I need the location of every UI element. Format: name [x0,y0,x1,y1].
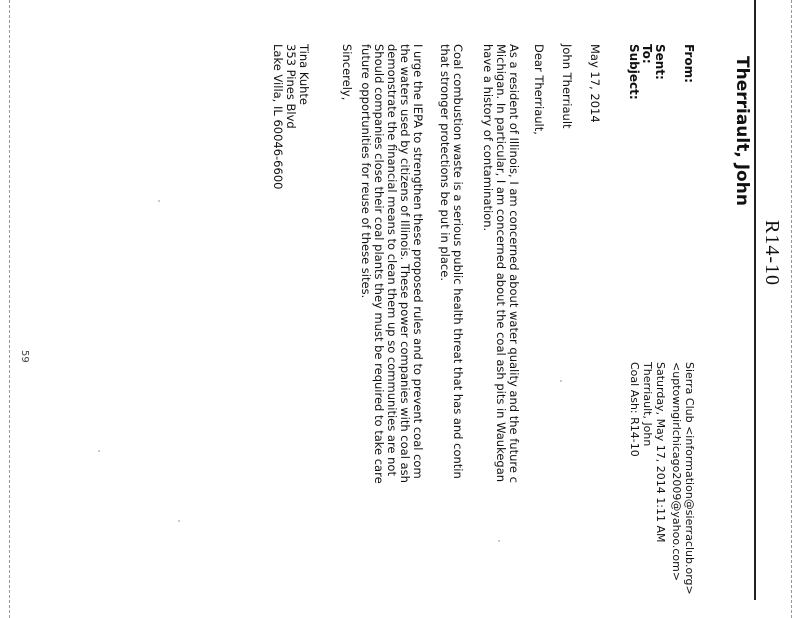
paragraph-line: future opportunities for reuse of these sites. [359,44,373,299]
scan-speck [560,380,562,382]
scan-edge-right [9,0,10,618]
letter-salutation: Dear Therriault, [532,44,546,135]
paragraph-2 [438,44,464,479]
paragraph-line: Michigan. In particular, I am concerned about the coal ash pits in Waukegan [494,44,508,483]
to-label: To: [640,44,654,64]
signature-name: Tina Kuhte [297,44,311,105]
paragraph-line: Coal combustion waste is a serious public health threat that has and contin [451,44,465,479]
paragraph-1 [481,44,520,483]
sent-label: Sent: [653,44,667,80]
paragraph-line: the waters used by citizens of Illinois. These power companies with coal ash [398,44,412,483]
sender-name-heading: Therriault, John [732,56,752,206]
signature-block [271,44,310,189]
paragraph-line: that stronger protections be put in place. [438,44,452,281]
paragraph-line: I urge the IEPA to strengthen these proposed rules and to prevent coal com [411,44,425,479]
document-id: R14-10 [761,220,783,286]
paragraph-line: demonstrate the financial means to clean them up so communities are not [385,44,399,476]
paragraph-line: As a resident of Illinois, I am concerned about water quality and the future c [507,44,521,483]
to-value: Therriault, John [641,362,654,447]
scan-speck [158,200,160,202]
from-label: From: [682,44,696,83]
signature-city: Lake Villa, IL 60046-6600 [271,44,285,190]
subject-value: Coal Ash: R14-10 [628,362,641,457]
scan-speck [178,520,180,522]
paragraph-3 [359,44,424,484]
scan-speck [98,450,100,452]
paragraph-line: have a history of contamination. [481,44,495,232]
letter-date: May 17, 2014 [588,44,602,123]
from-value: Sierra Club <information@sierraclub.org> [683,362,696,595]
signature-street: 353 Pines Blvd [284,44,298,129]
header-rule [754,0,756,600]
paragraph-line: Should companies close their coal plants they must be required to take care [372,44,386,484]
scan-edge-left [791,0,792,618]
scan-speck [498,540,500,542]
sent-value: Saturday, May 17, 2014 1:11 AM [654,362,667,543]
from-value-line2: <uptowngirlchicago2009@yahoo.com> [670,362,683,582]
letter-recipient: John Therriault [560,44,574,129]
page-number: 59 [19,350,30,363]
letter-closing: Sincerely, [340,44,354,101]
subject-label: Subject: [627,44,641,100]
